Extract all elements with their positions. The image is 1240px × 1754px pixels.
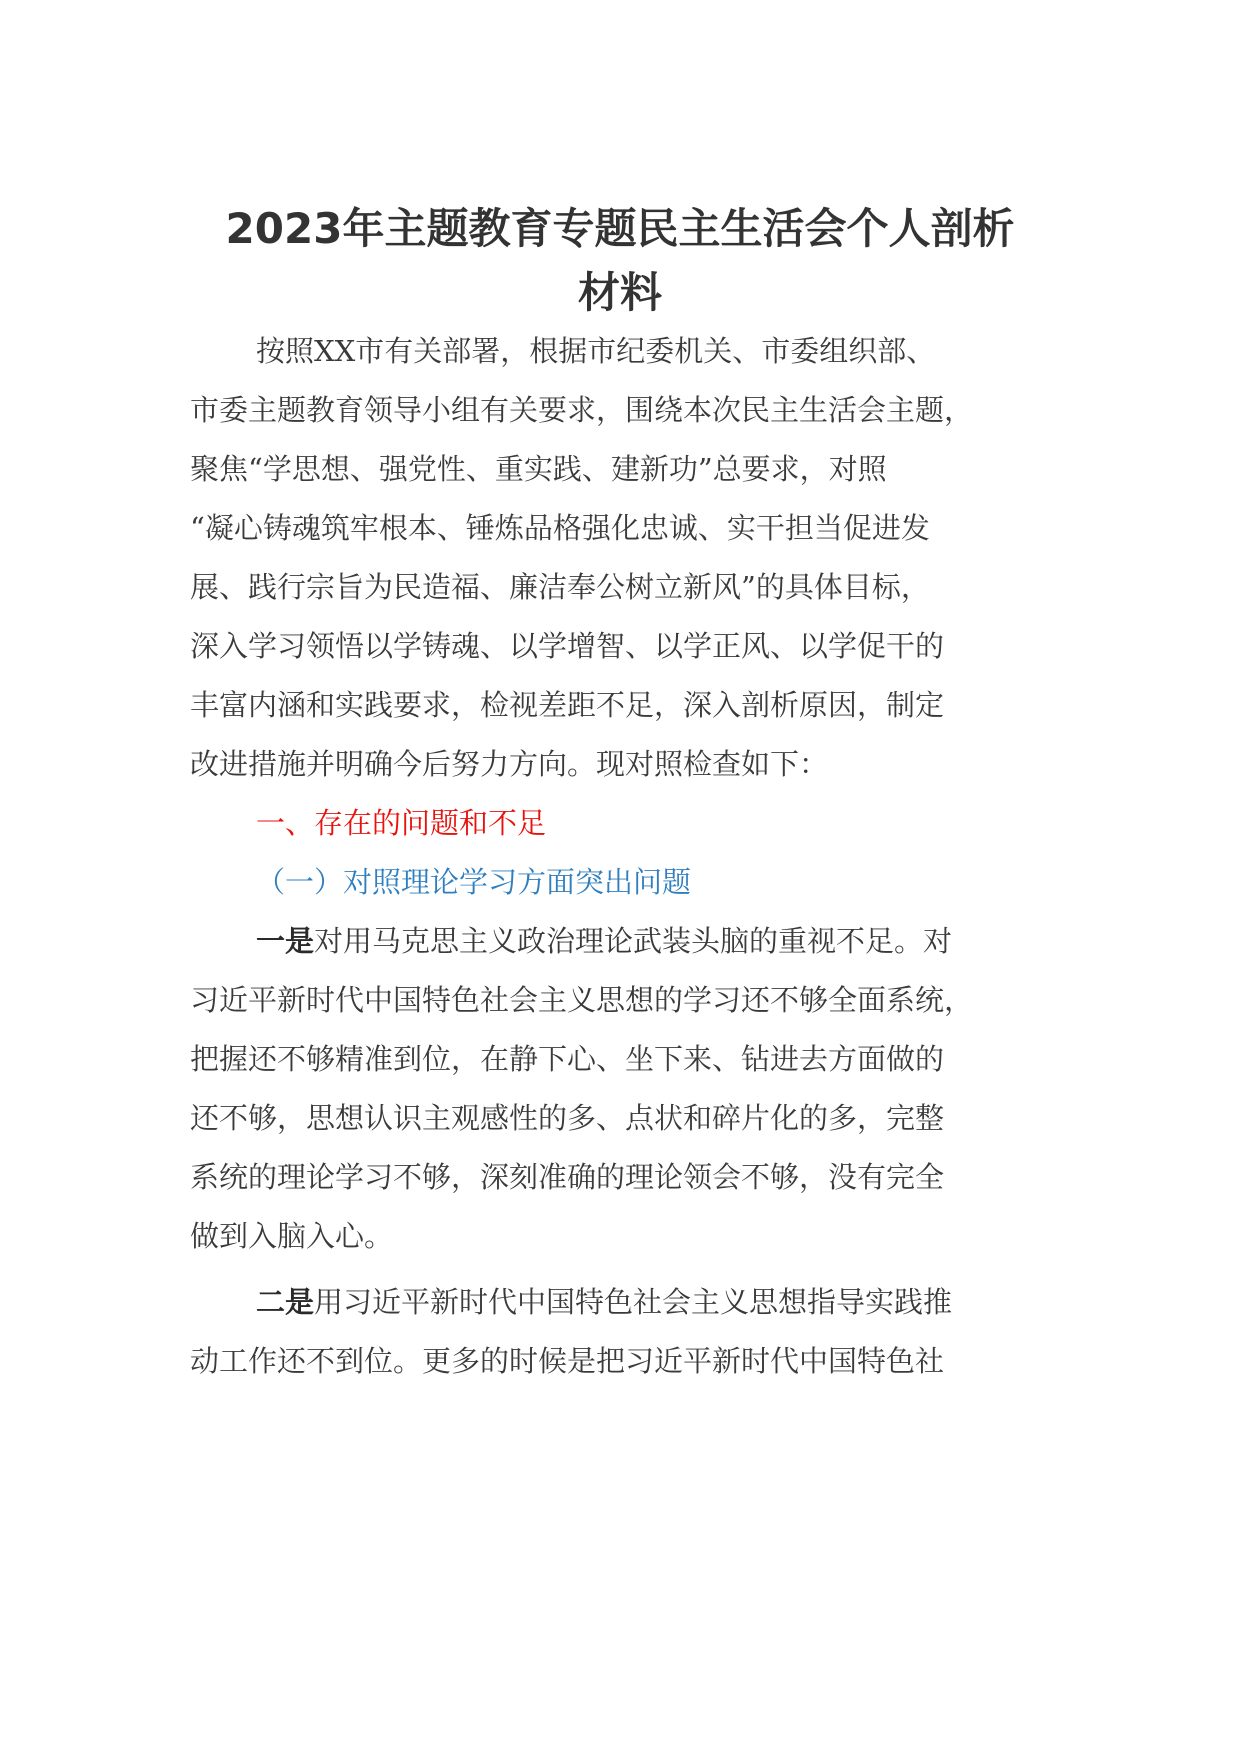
point1-line-5: 系统的理论学习不够，深刻准确的理论领会不够，没有完全 [190,1160,945,1194]
point1-text-1: 对用马克思主义政治理论武装头脑的重视不足。对 [314,924,953,958]
point1-lead: 一是 [256,924,315,958]
point1-line-1 [256,921,1136,961]
intro-line-1: 按照XX市有关部署，根据市纪委机关、市委组织部、 [256,334,936,368]
intro-line-5: 展、践行宗旨为民造福、廉洁奉公树立新风”的具体目标， [190,570,930,604]
subsection-heading-theory-study: （一）对照理论学习方面突出问题 [256,865,692,899]
intro-line-6: 深入学习领悟以学铸魂、以学增智、以学正风、以学促干的 [190,629,945,663]
intro-line-8: 改进措施并明确今后努力方向。现对照检查如下： [190,747,829,781]
intro-line-3: 聚焦“学思想、强党性、重实践、建新功”总要求，对照 [190,452,887,486]
point1-line-3: 把握还不够精准到位，在静下心、坐下来、钻进去方面做的 [190,1042,945,1076]
point1-line-6: 做到入脑入心。 [190,1219,394,1253]
point1-line-2: 习近平新时代中国特色社会主义思想的学习还不够全面系统， [190,983,974,1017]
intro-line-7: 丰富内涵和实践要求，检视差距不足，深入剖析原因，制定 [190,688,945,722]
intro-line-4: “凝心铸魂筑牢根本、锤炼品格强化忠诚、实干担当促进发 [190,511,930,545]
document-title-line-1: 2023年主题教育专题民主生活会个人剖析 [225,204,1015,253]
section-heading-problems: 一、存在的问题和不足 [256,806,547,840]
point2-line-2: 动工作还不到位。更多的时候是把习近平新时代中国特色社 [190,1344,945,1378]
point2-lead: 二是 [256,1285,315,1319]
point1-line-4: 还不够，思想认识主观感性的多、点状和碎片化的多，完整 [190,1101,945,1135]
point2-text-1: 用习近平新时代中国特色社会主义思想指导实践推 [314,1285,953,1319]
document-title-line-2: 材料 [577,268,662,317]
point2-line-1 [256,1282,1136,1322]
intro-line-2: 市委主题教育领导小组有关要求，围绕本次民主生活会主题， [190,393,974,427]
